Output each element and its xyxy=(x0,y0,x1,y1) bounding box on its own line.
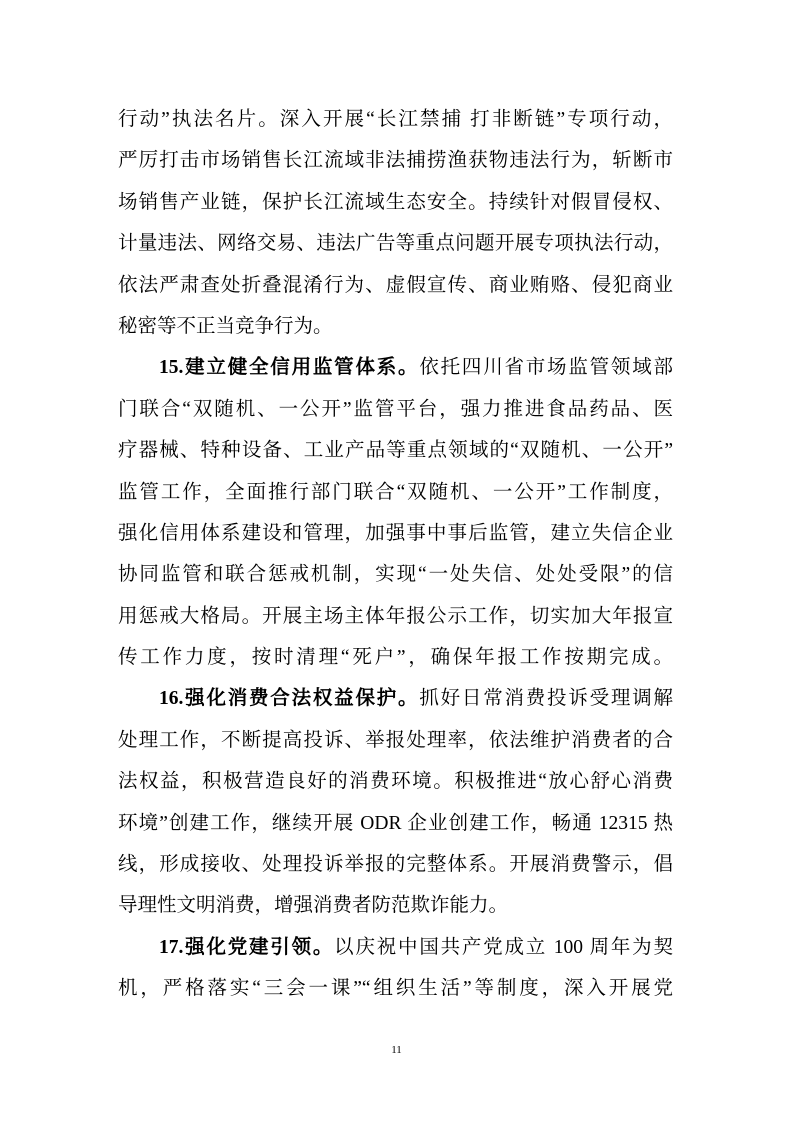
text-line: 监管工作，全面推行部门联合“双随机、一公开”工作制度， xyxy=(118,481,673,503)
text-line: 秘密等不正当竞争行为。 xyxy=(118,315,333,337)
paragraph xyxy=(118,927,673,1010)
text-line: 严厉打击市场销售长江流域非法捕捞渔获物违法行为，斩断市 xyxy=(118,150,673,172)
text-line: 线，形成接收、处理投诉举报的完整体系。开展消费警示，倡 xyxy=(118,854,673,876)
text-line: 环境”创建工作，继续开展 ODR 企业创建工作，畅通 12315 热 xyxy=(118,812,673,834)
text-line: 导理性文明消费，增强消费者防范欺诈能力。 xyxy=(118,895,509,917)
text-line xyxy=(118,347,673,388)
section-heading: 15.建立健全信用监管体系。 xyxy=(159,357,420,379)
text-line: 强化信用体系建设和管理，加强事中事后监管，建立失信企业 xyxy=(118,522,673,544)
page-number: 11 xyxy=(391,1044,402,1056)
section-text: 以庆祝中国共产党成立 100 周年为契 xyxy=(334,936,673,958)
text-line: 疗器械、特种设备、工业产品等重点领域的“双随机、一公开” xyxy=(118,440,673,462)
body-text xyxy=(118,99,673,1010)
section-text: 依托四川省市场监管领域部 xyxy=(419,357,673,379)
text-line: 传工作力度，按时清理“死户”，确保年报工作按期完成。 xyxy=(118,647,673,669)
section-heading: 17.强化党建引领。 xyxy=(159,936,335,958)
paragraph xyxy=(118,678,673,926)
text-line: 协同监管和联合惩戒机制，实现“一处失信、处处受限”的信 xyxy=(118,564,673,586)
text-line: 门联合“双随机、一公开”监管平台，强力推进食品药品、医 xyxy=(118,398,673,420)
section-heading: 16.强化消费合法权益保护。 xyxy=(159,688,420,710)
paragraph xyxy=(118,347,673,678)
text-line xyxy=(118,927,673,968)
text-line: 机，严格落实“三会一课”“组织生活”等制度，深入开展党 xyxy=(118,978,673,1000)
text-line: 处理工作，不断提高投诉、举报处理率，依法维护消费者的合 xyxy=(118,729,673,751)
text-line: 依法严肃查处折叠混淆行为、虚假宣传、商业贿赂、侵犯商业 xyxy=(118,274,673,296)
text-line xyxy=(118,678,673,719)
section-text: 抓好日常消费投诉受理调解 xyxy=(419,688,673,710)
text-line: 法权益，积极营造良好的消费环境。积极推进“放心舒心消费 xyxy=(118,771,673,793)
text-line: 计量违法、网络交易、违法广告等重点问题开展专项执法行动， xyxy=(118,233,673,255)
text-line: 场销售产业链，保护长江流域生态安全。持续针对假冒侵权、 xyxy=(118,191,673,213)
paragraph xyxy=(118,99,673,347)
text-line: 行动”执法名片。深入开展“长江禁捕 打非断链”专项行动， xyxy=(118,109,673,130)
text-line: 用惩戒大格局。开展主场主体年报公示工作，切实加大年报宣 xyxy=(118,605,673,627)
